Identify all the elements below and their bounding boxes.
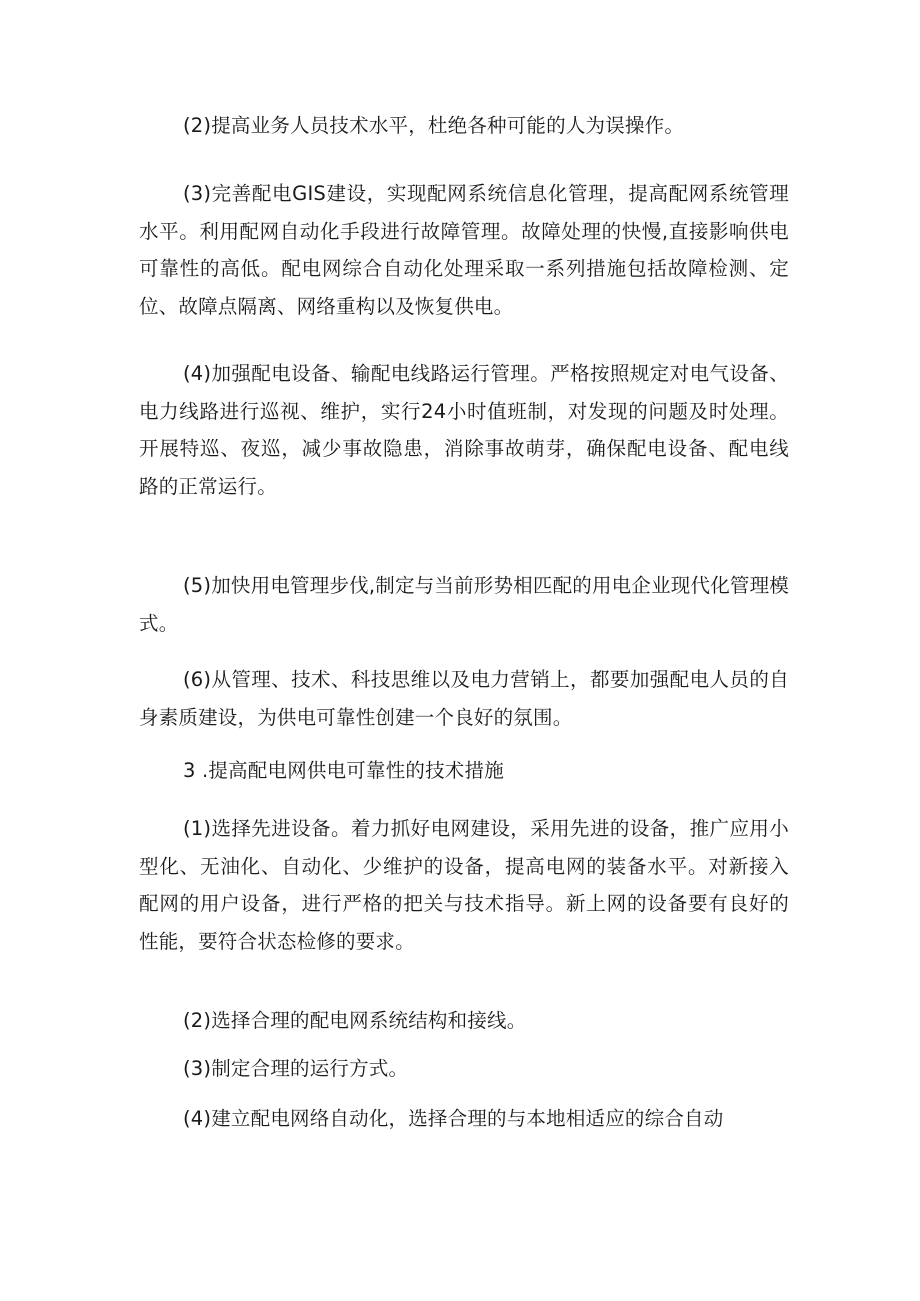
paragraph-tech-3-operation-mode: (3)制定合理的运行方式。: [183, 1057, 409, 1080]
paragraph-item-2-staff-skills: (2)提高业务人员技术水平，杜绝各种可能的人为误操作。: [183, 114, 685, 137]
paragraph-item-3-gis-construction: (3)完善配电GIS建设，实现配网系统信息化管理，提高配网系统管理水平。利用配网自动化手段进行故障管理。故障处理的快慢,直接影响供电可靠性的高低。配电网综合自动化处理采取一系列措施包括故障检测、定位、故障点隔离、网络重构以及恢复供电。: [139, 182, 789, 318]
paragraph-item-5-power-management: (5)加快用电管理步伐,制定与当前形势相匹配的用电企业现代化管理模式。: [139, 574, 789, 635]
paragraph-tech-1-advanced-equipment: (1)选择先进设备。着力抓好电网建设，采用先进的设备，推广应用小型化、无油化、自动化、少维护的设备，提高电网的装备水平。对新接入配网的用户设备，进行严格的把关与技术指导。新上网的设备要有良好的性能，要符合状态检修的要求。: [139, 817, 789, 953]
paragraph-item-4-equipment-management: (4)加强配电设备、输配电线路运行管理。严格按照规定对电气设备、电力线路进行巡视、维护，实行24小时值班制，对发现的问题及时处理。开展特巡、夜巡，减少事故隐患，消除事故萌芽，确保配电设备、配电线路的正常运行。: [139, 362, 789, 498]
paragraph-tech-4-automation: (4)建立配电网络自动化，选择合理的与本地相适应的综合自动: [183, 1107, 724, 1130]
section-heading-technical-measures: 3 .提高配电网供电可靠性的技术措施: [183, 759, 504, 782]
paragraph-item-6-staff-quality: (6)从管理、技术、科技思维以及电力营销上，都要加强配电人员的自身素质建设，为供电可靠性创建一个良好的氛围。: [139, 668, 789, 729]
paragraph-tech-2-network-structure: (2)选择合理的配电网系统结构和接线。: [183, 1009, 527, 1032]
